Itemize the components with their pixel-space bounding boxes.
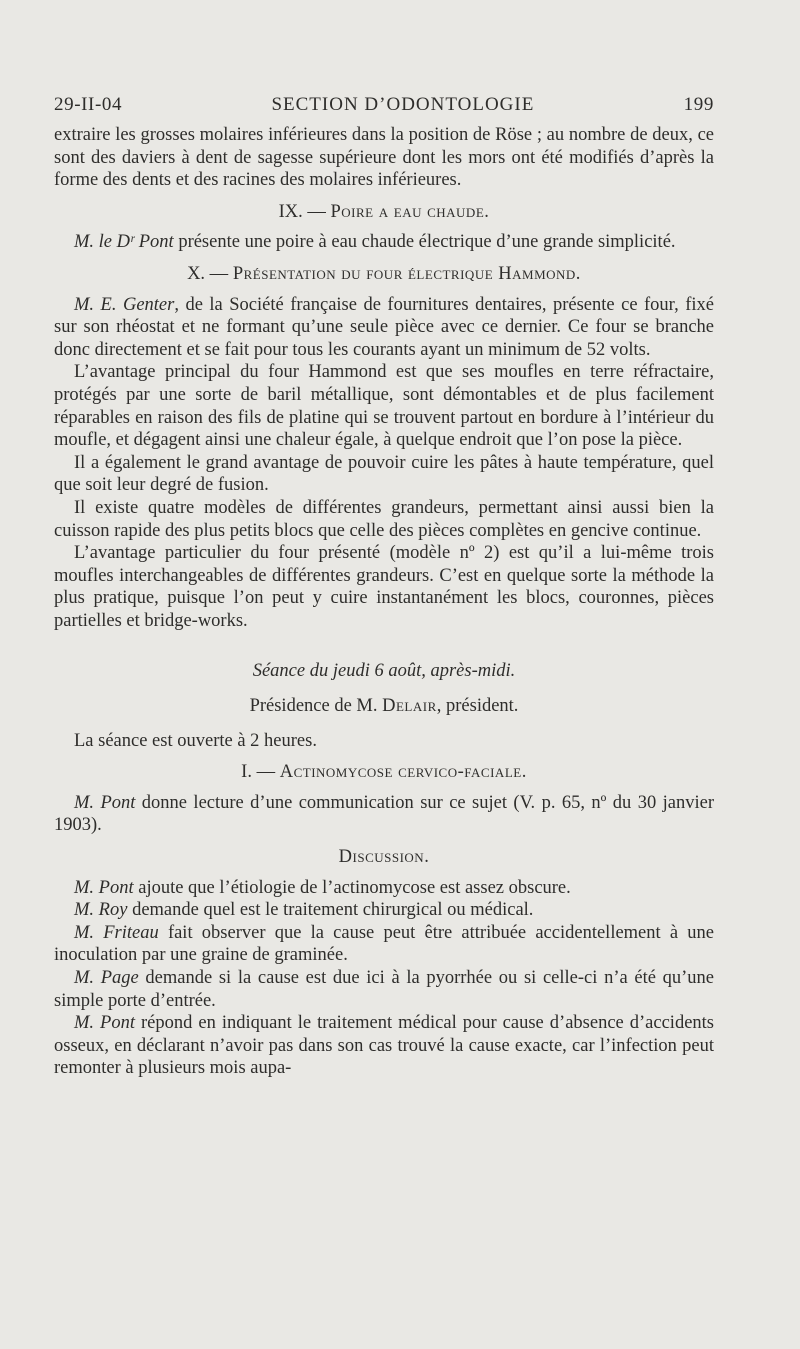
page-content [54, 94, 714, 1080]
page-number: 199 [683, 94, 714, 115]
paragraph-poire: M. le Dʳ Pont présente une poire à eau chaude électrique d’une grande simplicité. [74, 232, 676, 253]
discussion-item: M. Roy demande quel est le traitement chirurgical ou médical. [74, 900, 534, 921]
speaker-name: M. Page [74, 968, 139, 988]
speaker-name: M. E. Genter [74, 294, 175, 315]
discussion-item: M. Friteau fait observer que la cause peut être attribuée accidentellement à une inoculation par une graine de graminée. [54, 922, 714, 966]
discussion-item: M. Pont ajoute que l’étiologie de l’actinomycose est assez obscure. [74, 877, 571, 898]
presidence-line: Présidence de M. Delair, président. [249, 696, 519, 717]
running-header [54, 94, 714, 124]
speaker-name: M. Pont [74, 792, 136, 813]
paragraph-actinomycose: M. Pont donne lecture d’une communication sur ce sujet (V. p. 65, nº du 30 janvier 1903). [54, 792, 714, 836]
seance-title: Séance du jeudi 6 août, après-midi. [252, 661, 516, 682]
section-heading-ix: IX. — Poire a eau chaude. [278, 201, 490, 222]
speaker-name: M. Friteau [74, 922, 159, 943]
speaker-name: M. Roy [74, 900, 128, 921]
ouverture-line: La séance est ouverte à 2 heures. [74, 730, 317, 751]
paragraph-four-modele-2: L’avantage particulier du four présenté (modèle nº 2) est qu’il a lui-même trois moufles interchangeables de différentes grandeurs. C’est en quelque sorte la méthode la plus pratique, puisque l’on peut y cuire instantanément les blocs, couronnes, pièces partielles et bridge-works. [54, 543, 714, 631]
paragraph-four-modeles: Il existe quatre modèles de différentes grandeurs, permettant ainsi aussi bien la cuisson rapide des plus petits blocs que celle des pièces complètes en gencive continue. [54, 497, 714, 541]
header-date: 29-II-04 [54, 94, 123, 115]
discussion-item: M. Pont répond en indiquant le traitement médical pour cause d’absence d’accidents osseux, en déclarant n’avoir pas dans son cas trouvé la cause exacte, car l’infection peut remonter à plusieurs mois aupa- [54, 1013, 714, 1079]
speaker-name: M. Pont [74, 877, 134, 898]
header-section-title: SECTION D’ODONTOLOGIE [271, 94, 535, 115]
speaker-name: M. Pont [74, 1013, 135, 1034]
paragraph-four-temperature: Il a également le grand avantage de pouvoir cuire les pâtes à haute température, quel que soit leur degré de fusion. [54, 452, 714, 496]
paragraph-four-avantage: L’avantage principal du four Hammond est que ses moufles en terre réfractaire, protégés par une sorte de baril métallique, sont démontables et de plus facilement réparables en raison des fils de platine qui se trouvent partout en bordure à l’intérieur du moufle, et dégagent ainsi une chaleur égale, à quelque endroit que l’on pose la pièce. [54, 362, 714, 451]
discussion-list [54, 877, 714, 1080]
discussion-item: M. Page demande si la cause est due ici à la pyorrhée ou si celle-ci n’a été qu’une simple porte d’entrée. [54, 968, 714, 1011]
speaker-name: M. le Dʳ Pont [74, 232, 174, 253]
section-heading-x: X. — Présentation du four électrique Hammond. [187, 263, 581, 284]
discussion-heading: Discussion. [338, 847, 430, 868]
section-heading-i: I. — Actinomycose cervico-faciale. [241, 762, 527, 783]
paragraph-four-presentation: M. E. Genter, de la Société française de fournitures dentaires, présente ce four, fixé sur son rhéostat et ne formant qu’une seule pièce avec ce dernier. Ce four se branche donc directement et se fait pour tous les courants ayant un minimum de 52 volts. [54, 294, 714, 360]
paragraph-continuation: extraire les grosses molaires inférieures dans la position de Röse ; au nombre de deux, ce sont des daviers à dent de sagesse supérieure dont les mors ont été modifiés d’après la forme des dents et des racines des molaires inférieures. [54, 125, 714, 191]
